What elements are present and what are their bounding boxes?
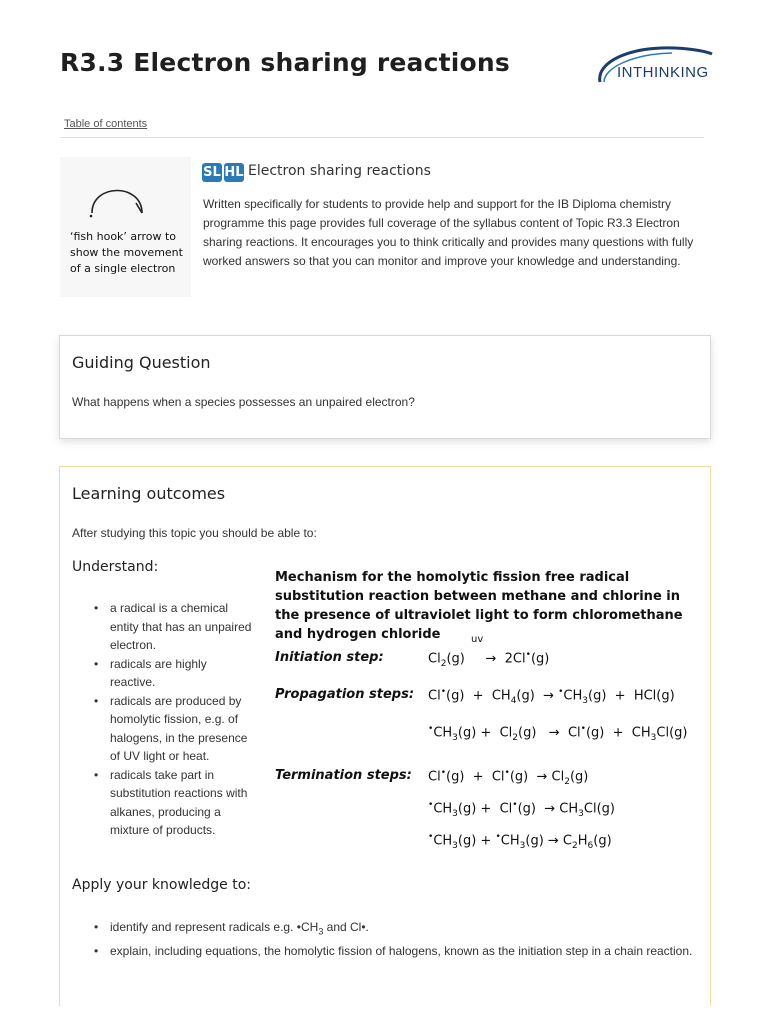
equation-termination-3: $^•CH_3(g) + ^•CH_3(g) \to C_2H_6(g)$ [428,832,612,851]
list-item: • identify and represent radicals e.g. $•CH_3$ and Cl•. [92,918,702,941]
divider [60,137,704,138]
fish-hook-arrow-icon [80,169,160,229]
list-item: • radicals are highly reactive. [92,655,252,692]
apply-heading: Apply your knowledge to: [72,877,252,893]
guiding-question-text: What happens when a species possesses an unpaired electron? [72,395,415,409]
understand-heading: Understand: [72,559,159,575]
learning-outcomes-card [59,466,711,1006]
termination-steps-label: Termination steps: [275,768,412,783]
image-caption: ‘fish hook’ arrow to show the movement of a single electron [70,230,183,275]
learning-outcomes-intro: After studying this topic you should be able to: [72,526,317,540]
intro-heading: Electron sharing reactions [248,163,431,179]
intro-paragraph: Written specifically for students to provide help and support for the IB Diploma chemistry programme this page provides full coverage of the syllabus content of Topic R3.3 Electron sharing reactions. It encourages you to think critically and provides many questions with fully worked answers so that you can monitor and improve your knowledge and understanding. [203,197,694,268]
equation-termination-2: $^•CH_3(g) + Cl^•(g) \to CH_3Cl(g)$ [428,800,615,819]
fish-hook-arrow-image [60,157,191,297]
page-title: R3.3 Electron sharing reactions [60,48,511,77]
equation-initiation: $Cl_2(g)$ → 2Cl•(g) [428,650,550,669]
logo-text: INTHINKING [617,64,709,81]
mechanism-title: Mechanism for the homolytic fission free radical substitution reaction between methane and chlorine in the presence of ultraviolet light to form chloromethane and hydrogen chloride [275,570,683,642]
table-of-contents-link[interactable]: Table of contents [64,118,148,130]
initiation-step-label: Initiation step: [275,650,384,665]
guiding-question-heading: Guiding Question [72,353,211,372]
equation-propagation-2: $^•CH_3(g) + Cl_2(g) \to Cl^•(g) + CH_3Cl(g)$ [428,724,688,743]
equation-propagation-1: $Cl^•(g) + CH_4(g) \to ^•CH_3(g) + HCl(g)$ [428,687,675,706]
uv-label: uv [471,634,484,645]
list-item: • radicals are produced by homolytic fission, e.g. of halogens, in the presence of UV light or heat. [92,692,252,766]
understand-list [92,599,252,840]
list-item: • explain, including equations, the homolytic fission of halogens, known as the initiation step in a chain reaction. [92,942,702,961]
list-item: • a radical is a chemical entity that has an unpaired electron. [92,599,252,655]
equation-termination-1: $Cl^•(g) + Cl^•(g) \to Cl_2(g)$ [428,768,589,787]
propagation-steps-label: Propagation steps: [275,687,415,702]
hl-badge: HL [224,165,244,180]
learning-outcomes-heading: Learning outcomes [72,484,226,503]
sl-badge: SL [203,165,221,180]
guiding-question-card [59,335,711,439]
list-item: • radicals take part in substitution reactions with alkanes, producing a mixture of products. [92,766,252,840]
apply-list [92,918,702,961]
